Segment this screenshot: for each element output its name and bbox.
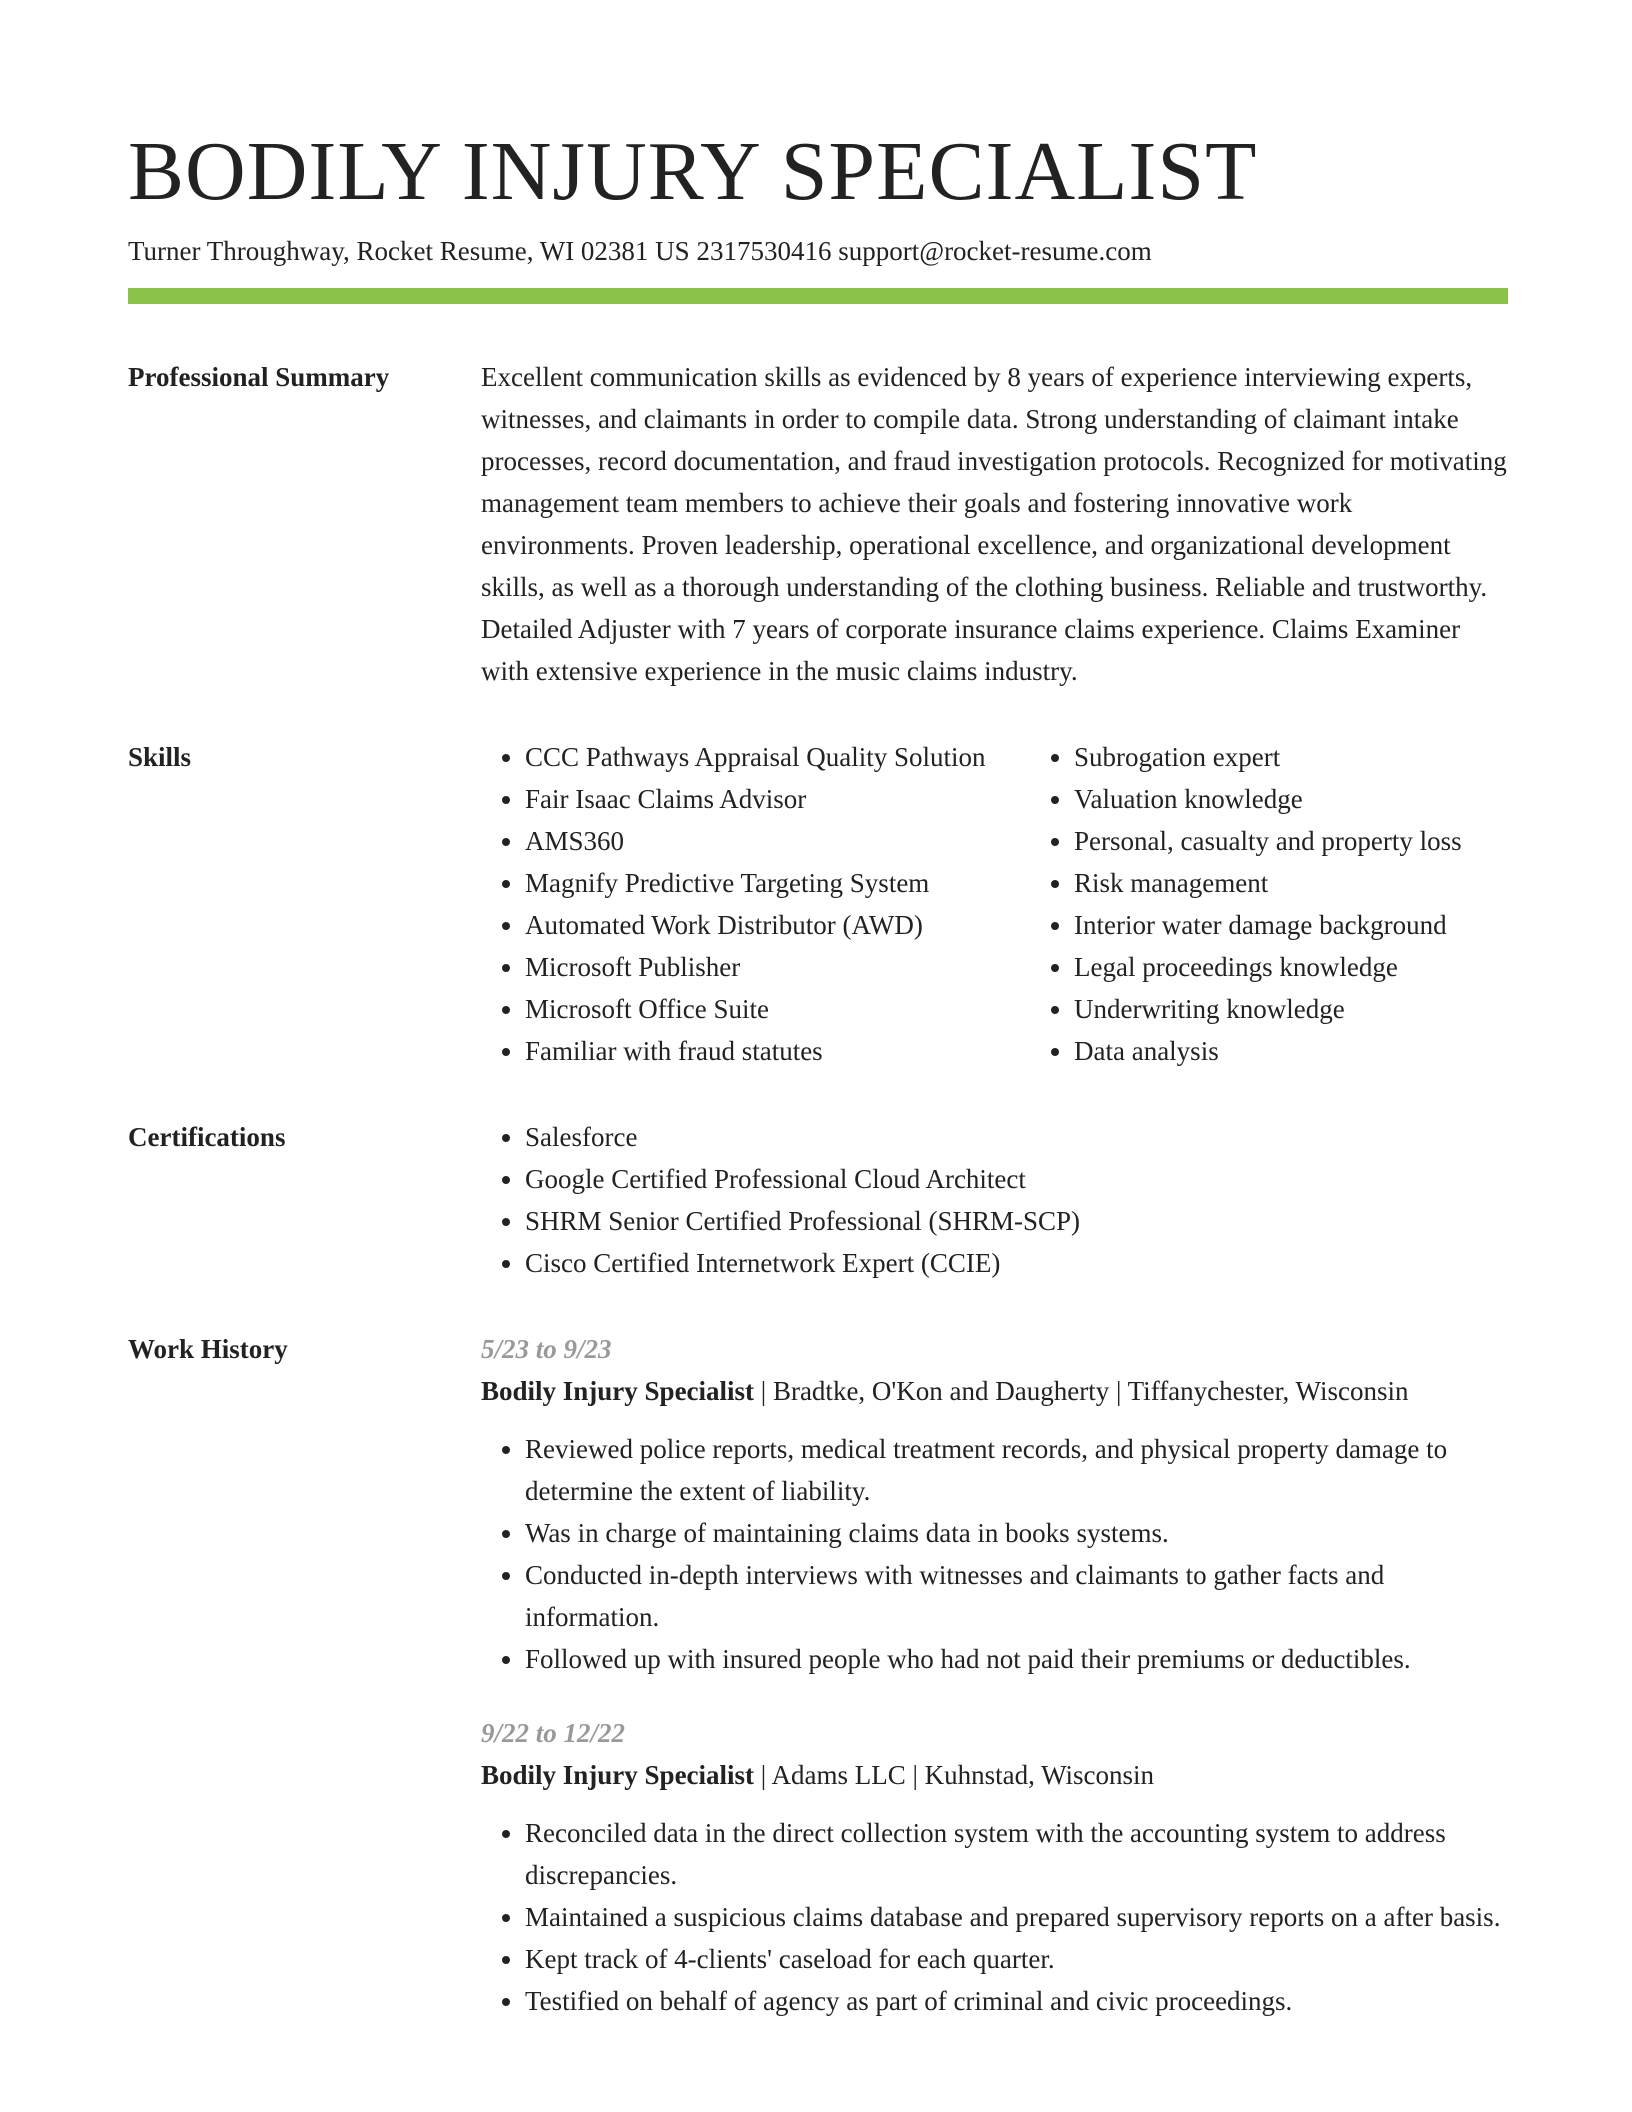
job-duties-list (481, 1428, 1508, 1680)
job-heading (481, 1370, 1508, 1412)
skills-heading: Skills (128, 742, 192, 772)
skill-item: • Fair Isaac Claims Advisor (525, 778, 1030, 820)
summary-text: Excellent communication skills as evidenced by 8 years of experience interviewing experts, witnesses, and claimants in order to compile data. Strong understanding of claimant intake processes, record documentation, and fraud investigation protocols. Recognized for motivating management team members to achieve their goals and fostering innovative work environments. Proven leadership, operational excellence, and organizational development skills, as well as a thorough understanding of the clothing business. Reliable and trustworthy. Detailed Adjuster with 7 years of corporate insurance claims experience. Claims Examiner with extensive experience in the music claims industry. (481, 362, 1507, 686)
skills-body (481, 736, 1508, 1072)
skill-item: • Subrogation expert (1074, 736, 1508, 778)
skill-item: • Magnify Predictive Targeting System (525, 862, 1030, 904)
certifications-body (481, 1116, 1508, 1284)
job-duties-list (481, 1812, 1508, 2022)
certification-item: • Google Certified Professional Cloud Architect (525, 1158, 1508, 1200)
work-history-body (481, 1328, 1508, 2054)
skill-item: • Interior water damage background (1074, 904, 1508, 946)
certifications-list (481, 1116, 1508, 1284)
skill-item: • Valuation knowledge (1074, 778, 1508, 820)
skill-item: • Risk management (1074, 862, 1508, 904)
job-duty: • Maintained a suspicious claims database and prepared supervisory reports on a after basis. (525, 1896, 1508, 1938)
job-duty: • Testified on behalf of agency as part of criminal and civic proceedings. (525, 1980, 1508, 2022)
job-duty: • Kept track of 4-clients' caseload for each quarter. (525, 1938, 1508, 1980)
job-dates: 9/22 to 12/22 (481, 1718, 626, 1748)
contact-info: Turner Throughway, Rocket Resume, WI 02381 US 2317530416 support@rocket-resume.com (128, 236, 1152, 266)
work-history-section (128, 1328, 1508, 2054)
header-divider (128, 288, 1508, 304)
certification-item: • Salesforce (525, 1116, 1508, 1158)
summary-body (481, 356, 1508, 692)
job-employer-location: | Bradtke, O'Kon and Daugherty | Tiffanychester, Wisconsin (754, 1376, 1409, 1406)
work-history-heading: Work History (128, 1334, 288, 1364)
skill-item: • Familiar with fraud statutes (525, 1030, 1030, 1072)
job-duty: • Was in charge of maintaining claims data in books systems. (525, 1512, 1508, 1554)
job-title: Bodily Injury Specialist (481, 1760, 755, 1790)
skill-item: • Underwriting knowledge (1074, 988, 1508, 1030)
job-entry (481, 1328, 1508, 1680)
summary-heading: Professional Summary (128, 362, 390, 392)
resume-page (128, 0, 1508, 2054)
job-duty: • Reconciled data in the direct collection system with the accounting system to address discrepancies. (525, 1812, 1508, 1896)
skill-item: • Microsoft Office Suite (525, 988, 1030, 1030)
skill-item: • Legal proceedings knowledge (1074, 946, 1508, 988)
job-duty: • Followed up with insured people who had not paid their premiums or deductibles. (525, 1638, 1508, 1680)
summary-section (128, 356, 1508, 692)
resume-title: BODILY INJURY SPECIALIST (128, 125, 1258, 218)
skill-item: • AMS360 (525, 820, 1030, 862)
job-employer-location: | Adams LLC | Kuhnstad, Wisconsin (754, 1760, 1155, 1790)
certification-item: • Cisco Certified Internetwork Expert (CCIE) (525, 1242, 1508, 1284)
job-title: Bodily Injury Specialist (481, 1376, 755, 1406)
skill-item: • CCC Pathways Appraisal Quality Solution (525, 736, 1030, 778)
job-entry (481, 1712, 1508, 2022)
job-duty: • Reviewed police reports, medical treatment records, and physical property damage to determine the extent of liability. (525, 1428, 1508, 1512)
job-dates: 5/23 to 9/23 (481, 1334, 612, 1364)
certifications-heading: Certifications (128, 1122, 286, 1152)
skills-section (128, 736, 1508, 1072)
skill-item: • Microsoft Publisher (525, 946, 1030, 988)
skill-item: • Data analysis (1074, 1030, 1508, 1072)
job-heading (481, 1754, 1508, 1796)
skill-item: • Automated Work Distributor (AWD) (525, 904, 1030, 946)
skill-item: • Personal, casualty and property loss (1074, 820, 1508, 862)
certification-item: • SHRM Senior Certified Professional (SHRM-SCP) (525, 1200, 1508, 1242)
skills-list-left (481, 736, 1030, 1072)
certifications-section (128, 1116, 1508, 1284)
job-duty: • Conducted in-depth interviews with witnesses and claimants to gather facts and information. (525, 1554, 1508, 1638)
skills-list-right (1030, 736, 1508, 1072)
